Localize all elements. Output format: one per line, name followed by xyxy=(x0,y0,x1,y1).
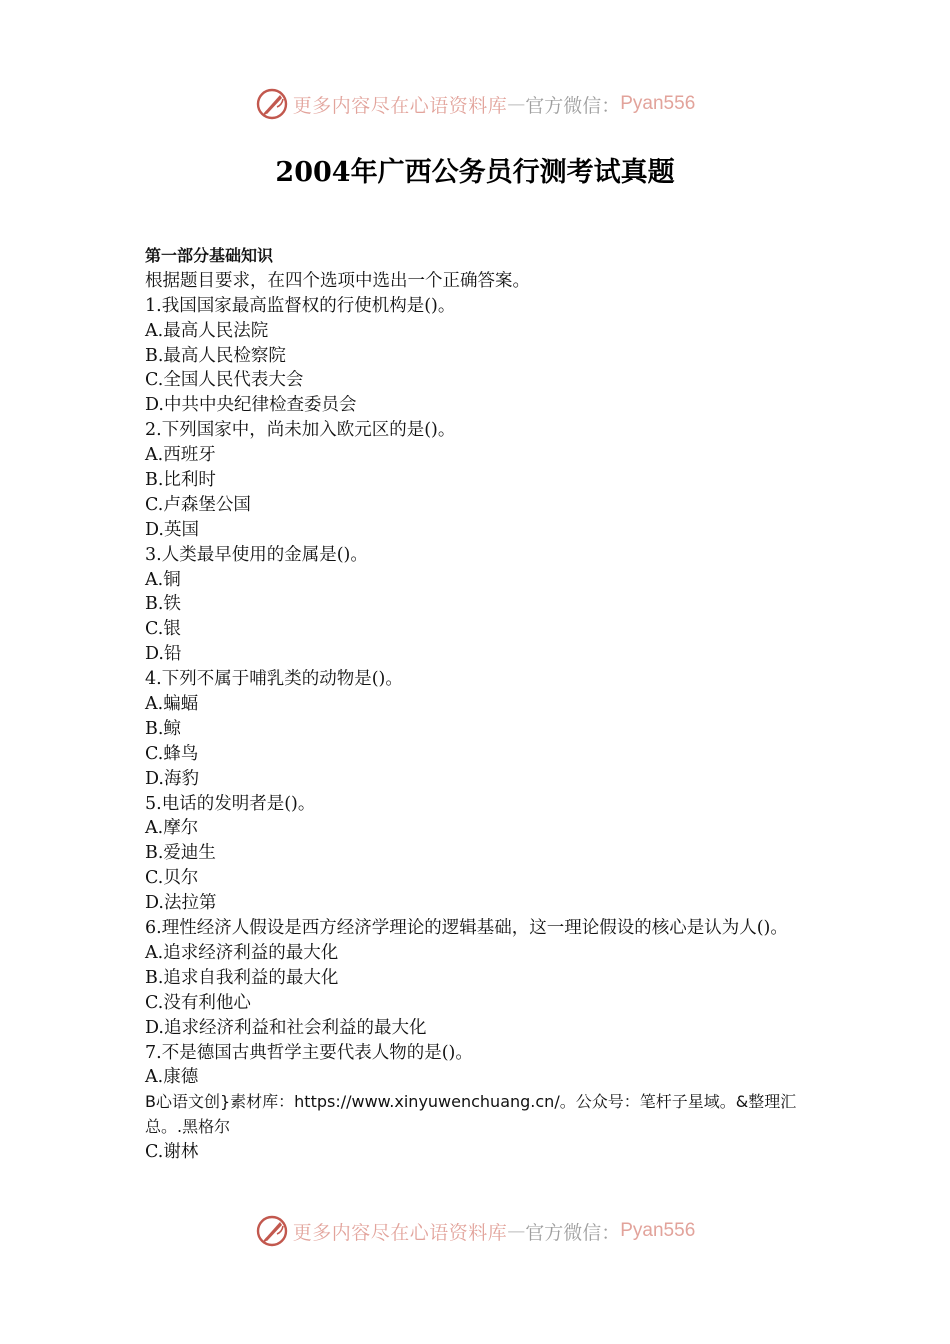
banner-slogan: 更多内容尽在心语资料库 xyxy=(292,94,508,117)
option: B.铁 xyxy=(145,594,181,615)
option: C.谢林 xyxy=(145,1142,199,1163)
option: A.康德 xyxy=(145,1067,199,1088)
option: C.贝尔 xyxy=(145,868,199,889)
header-banner xyxy=(0,84,950,124)
question-stem: 2.下列国家中，尚未加入欧元区的是()。 xyxy=(145,420,456,441)
option: A.铜 xyxy=(145,569,181,590)
banner-wechat-id: Pyan556 xyxy=(620,1220,696,1241)
page-title: 2004年广西公务员行测考试真题 xyxy=(275,157,675,188)
option: A.西班牙 xyxy=(145,445,216,466)
option: D.英国 xyxy=(145,519,199,540)
instruction: 根据题目要求，在四个选项中选出一个正确答案。 xyxy=(145,270,530,291)
option: C.蜂鸟 xyxy=(145,743,199,764)
option: A.最高人民法院 xyxy=(145,320,269,341)
embedded-ad-text: B心语文创}素材库：https://www.xinyuwenchuang.cn/。公众号：笔杆子星域。&整理汇总。.黑格尔 xyxy=(145,1092,797,1137)
question-stem: 3.人类最早使用的金属是()。 xyxy=(145,544,368,565)
section-heading: 第一部分基础知识 xyxy=(145,246,274,265)
quill-logo-icon xyxy=(255,87,289,121)
option: A.摩尔 xyxy=(145,818,199,839)
option: A.追求经济利益的最大化 xyxy=(145,942,339,963)
option: C.银 xyxy=(145,619,181,640)
document-body xyxy=(145,244,813,1165)
question-stem: 5.电话的发明者是()。 xyxy=(145,793,316,814)
option: D.中共中央纪律检查委员会 xyxy=(145,395,357,416)
option: C.卢森堡公国 xyxy=(145,494,251,515)
banner-slogan: 更多内容尽在心语资料库 xyxy=(292,1221,508,1244)
option: D.铅 xyxy=(145,644,182,665)
banner-separator: — xyxy=(507,93,526,115)
option: B.比利时 xyxy=(145,470,216,491)
banner-wechat-label: 官方微信： xyxy=(525,94,621,117)
banner-wechat-label: 官方微信： xyxy=(525,1221,621,1244)
question-stem: 7.不是德国古典哲学主要代表人物的是()。 xyxy=(145,1042,473,1063)
quill-logo-icon xyxy=(255,1214,289,1248)
option: D.追求经济利益和社会利益的最大化 xyxy=(145,1017,427,1038)
question-stem: 1.我国国家最高监督权的行使机构是()。 xyxy=(145,295,456,316)
footer-banner xyxy=(0,1211,950,1251)
option: B.追求自我利益的最大化 xyxy=(145,967,339,988)
option: B.鲸 xyxy=(145,718,181,739)
option: B.爱迪生 xyxy=(145,843,216,864)
question-stem: 4.下列不属于哺乳类的动物是()。 xyxy=(145,669,403,690)
option: A.蝙蝠 xyxy=(145,694,199,715)
option: D.海豹 xyxy=(145,768,199,789)
option: B.最高人民检察院 xyxy=(145,345,286,366)
banner-separator: — xyxy=(507,1220,526,1242)
option: C.全国人民代表大会 xyxy=(145,370,304,391)
option: D.法拉第 xyxy=(145,893,217,914)
question-stem: 6.理性经济人假设是西方经济学理论的逻辑基础，这一理论假设的核心是认为人()。 xyxy=(145,918,788,939)
option: C.没有利他心 xyxy=(145,992,251,1013)
banner-wechat-id: Pyan556 xyxy=(620,93,696,114)
